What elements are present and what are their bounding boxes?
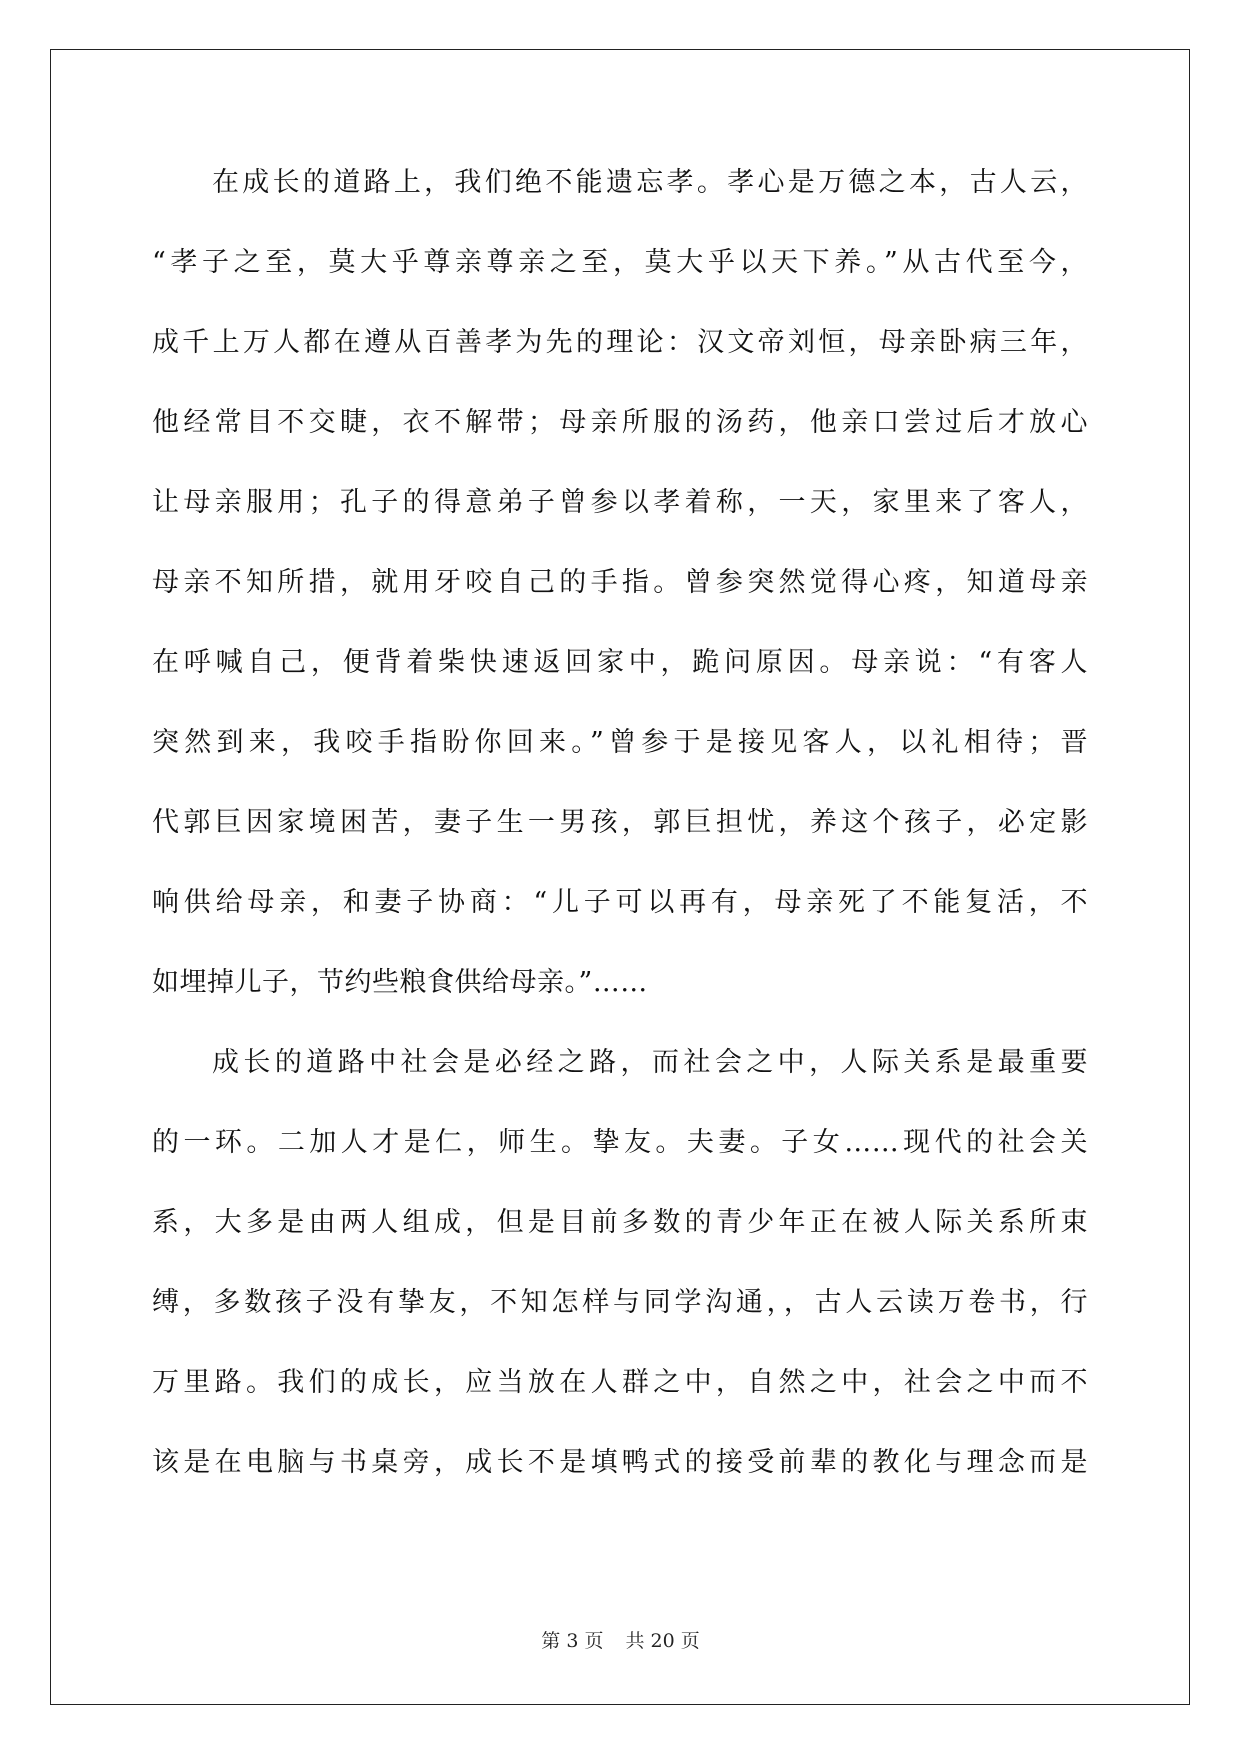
paragraph-1-line: 如埋掉儿子，节约些粮食供给母亲。”…… <box>152 967 648 998</box>
paragraph-1-line: 成千上万人都在遵从百善孝为先的理论：汉文帝刘恒，母亲卧病三年， <box>152 327 1088 358</box>
page-footer <box>0 1626 1241 1653</box>
paragraph-1-line: 突然到来，我咬手指盼你回来。”曾参于是接见客人，以礼相待；晋 <box>152 727 1088 758</box>
paragraph-2-line: 缚，多数孩子没有挚友，不知怎样与同学沟通，，古人云读万卷书，行 <box>152 1287 1088 1318</box>
paragraph-2-line: 系，大多是由两人组成，但是目前多数的青少年正在被人际关系所束 <box>152 1207 1088 1238</box>
paragraph-2-line: 该是在电脑与书桌旁，成长不是填鸭式的接受前辈的教化与理念而是 <box>152 1447 1088 1478</box>
page-number: 第 3 页 <box>541 1630 604 1652</box>
paragraph-2-line: 万里路。我们的成长，应当放在人群之中，自然之中，社会之中而不 <box>152 1367 1088 1398</box>
document-body <box>152 168 1088 1528</box>
paragraph-1-line: 让母亲服用；孔子的得意弟子曾参以孝着称，一天，家里来了客人， <box>152 487 1088 518</box>
paragraph-1-line: 在成长的道路上，我们绝不能遗忘孝。孝心是万德之本，古人云， <box>212 167 1088 198</box>
paragraph-1-line: 响供给母亲，和妻子协商：“儿子可以再有，母亲死了不能复活，不 <box>152 887 1088 918</box>
paragraph-1-line: 他经常目不交睫，衣不解带；母亲所服的汤药，他亲口尝过后才放心 <box>152 407 1088 438</box>
paragraph-1-line: 在呼喊自己，便背着柴快速返回家中，跪问原因。母亲说：“有客人 <box>152 647 1088 678</box>
paragraph-1-line: “孝子之至，莫大乎尊亲尊亲之至，莫大乎以天下养。”从古代至今， <box>152 247 1088 278</box>
paragraph-2-line: 成长的道路中社会是必经之路，而社会之中，人际关系是最重要 <box>212 1047 1088 1078</box>
page-total: 共 20 页 <box>625 1630 700 1652</box>
paragraph-2-line: 的一环。二加人才是仁，师生。挚友。夫妻。子女……现代的社会关 <box>152 1127 1088 1158</box>
paragraph-1-line: 代郭巨因家境困苦，妻子生一男孩，郭巨担忧，养这个孩子，必定影 <box>152 807 1088 838</box>
paragraph-1-line: 母亲不知所措，就用牙咬自己的手指。曾参突然觉得心疼，知道母亲 <box>152 567 1088 598</box>
